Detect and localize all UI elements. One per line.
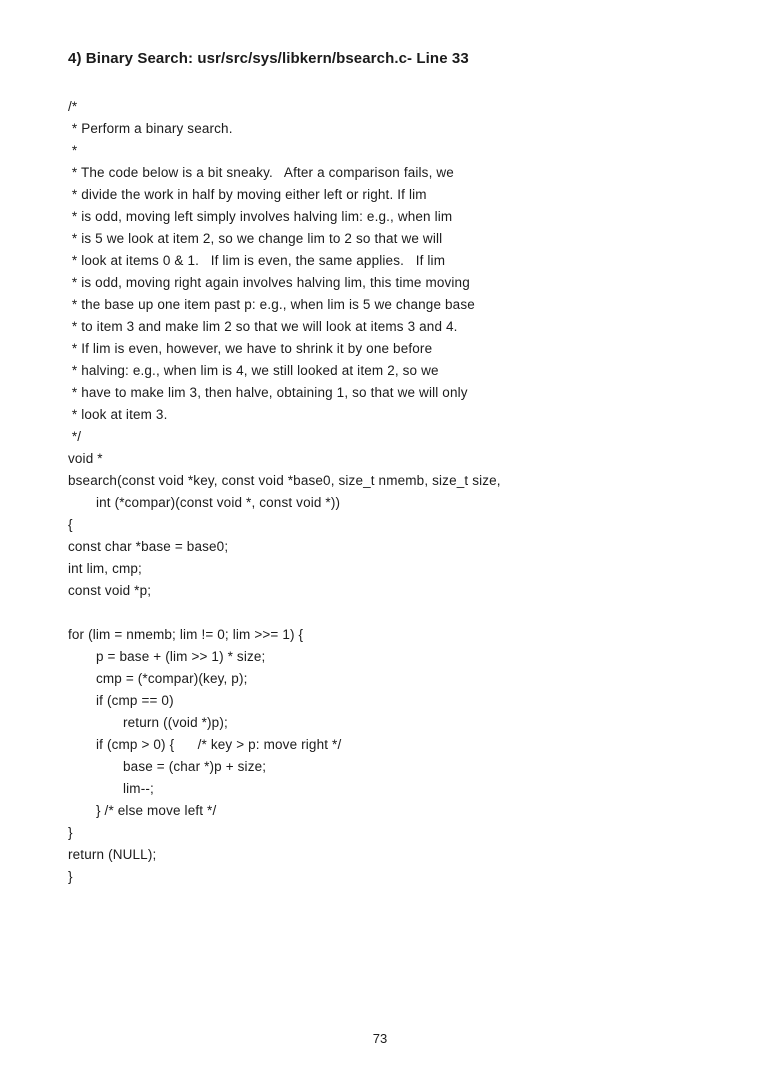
code-line: const char *base = base0; <box>68 539 229 554</box>
code-line: /* <box>68 99 78 114</box>
code-line: int lim, cmp; <box>68 561 142 576</box>
code-line: * look at item 3. <box>68 407 168 422</box>
code-line: return ((void *)p); <box>123 715 228 730</box>
code-line: * is odd, moving right again involves halving lim, this time moving <box>68 275 470 290</box>
code-line: * halving: e.g., when lim is 4, we still looked at item 2, so we <box>68 363 439 378</box>
code-line: } <box>68 869 73 884</box>
code-line: p = base + (lim >> 1) * size; <box>96 649 266 664</box>
code-line: * divide the work in half by moving either left or right. If lim <box>68 187 427 202</box>
code-line: * If lim is even, however, we have to shrink it by one before <box>68 341 433 356</box>
code-line: */ <box>68 429 82 444</box>
code-line: base = (char *)p + size; <box>123 759 267 774</box>
page-number: 73 <box>372 1031 388 1046</box>
code-line: if (cmp == 0) <box>96 693 174 708</box>
code-line: if (cmp > 0) { /* key > p: move right */ <box>96 737 342 752</box>
code-line: cmp = (*compar)(key, p); <box>96 671 248 686</box>
section-title: 4) Binary Search: usr/src/sys/libkern/bsearch.c- Line 33 <box>68 50 469 67</box>
code-line: * have to make lim 3, then halve, obtaining 1, so that we will only <box>68 385 468 400</box>
code-line: for (lim = nmemb; lim != 0; lim >>= 1) { <box>68 627 304 642</box>
code-line: lim--; <box>123 781 154 796</box>
code-line: void * <box>68 451 103 466</box>
code-block <box>68 96 501 888</box>
code-line: const void *p; <box>68 583 152 598</box>
code-line: * is odd, moving left simply involves halving lim: e.g., when lim <box>68 209 453 224</box>
code-line: { <box>68 517 73 532</box>
code-line: return (NULL); <box>68 847 157 862</box>
code-line: bsearch(const void *key, const void *base0, size_t nmemb, size_t size, <box>68 473 501 488</box>
code-line: * Perform a binary search. <box>68 121 233 136</box>
code-line: * the base up one item past p: e.g., when lim is 5 we change base <box>68 297 475 312</box>
code-line: * is 5 we look at item 2, so we change lim to 2 so that we will <box>68 231 443 246</box>
code-line: * look at items 0 & 1. If lim is even, the same applies. If lim <box>68 253 446 268</box>
code-line <box>68 602 501 624</box>
code-line: * The code below is a bit sneaky. After a comparison fails, we <box>68 165 454 180</box>
code-line: } <box>68 825 73 840</box>
code-line: } /* else move left */ <box>96 803 217 818</box>
code-line: int (*compar)(const void *, const void *)) <box>96 495 341 510</box>
code-line: * to item 3 and make lim 2 so that we will look at items 3 and 4. <box>68 319 458 334</box>
code-line: * <box>68 143 78 158</box>
